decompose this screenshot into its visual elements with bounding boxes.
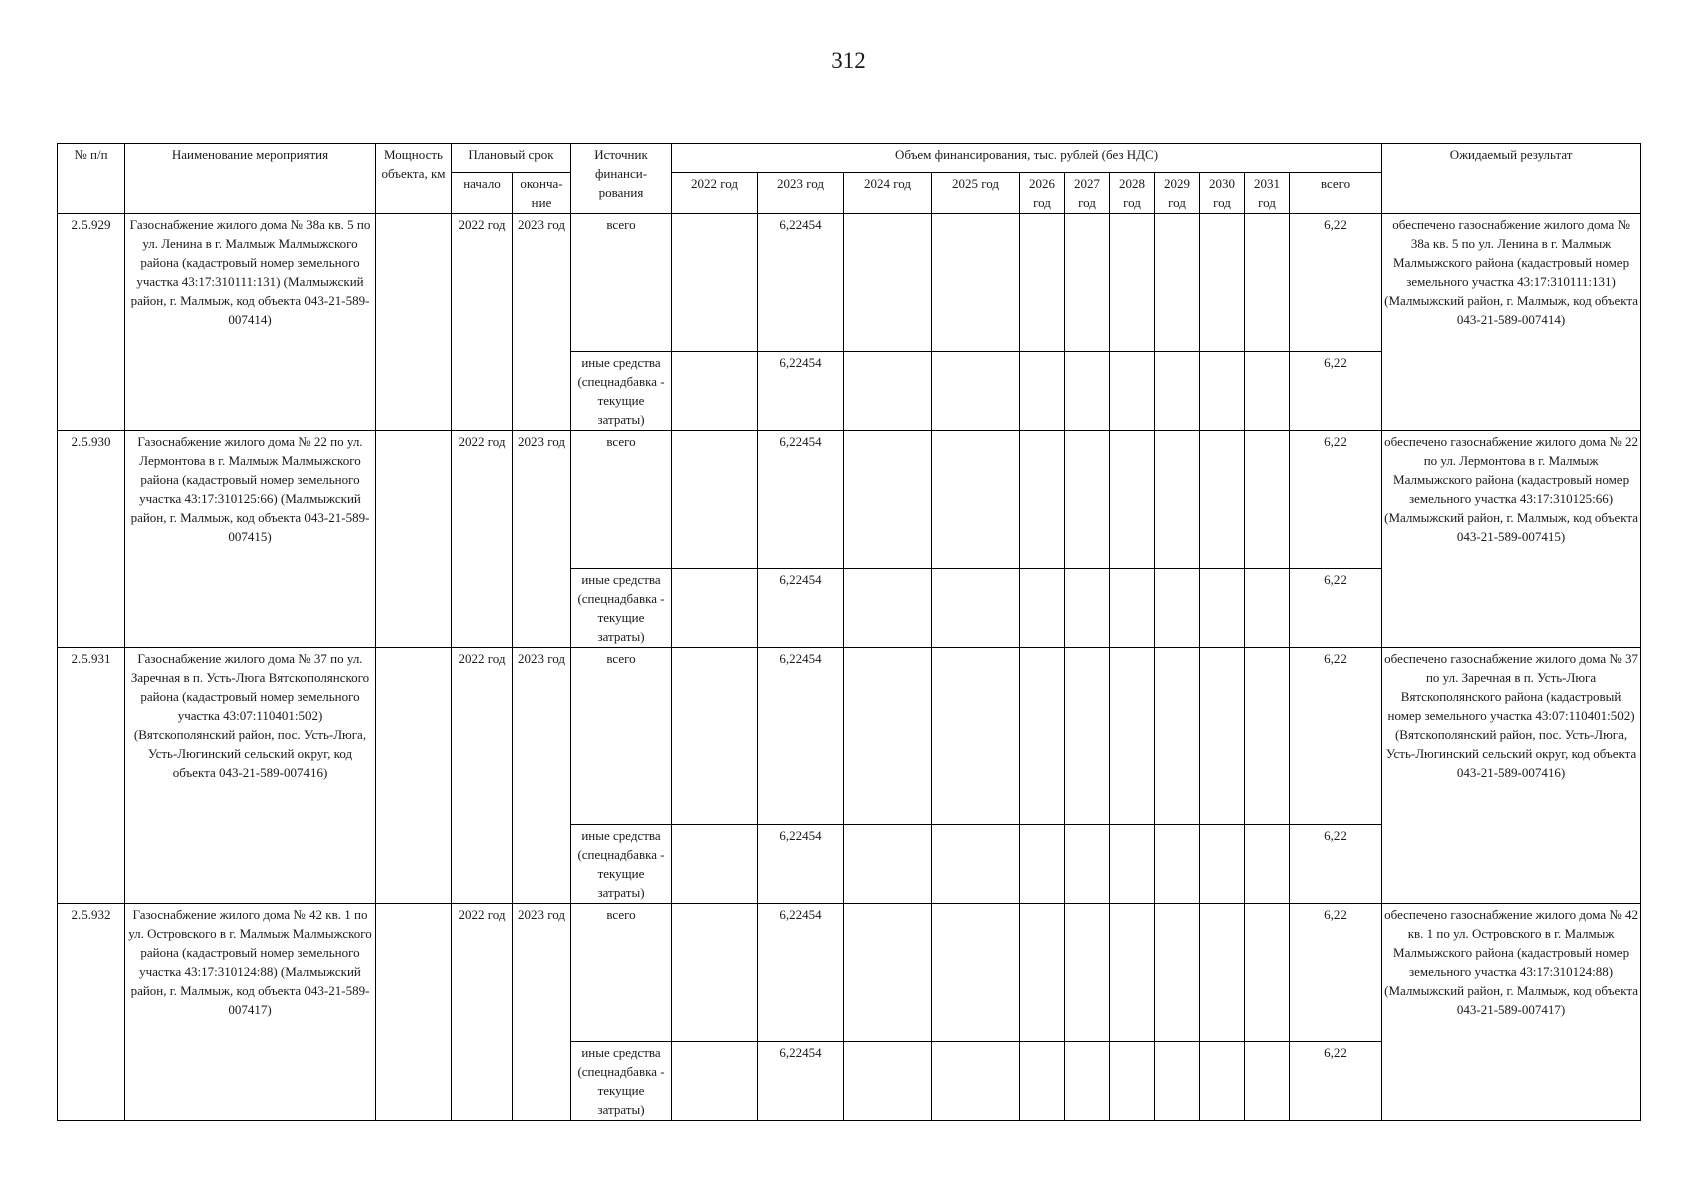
row-num: 2.5.932 bbox=[58, 904, 125, 1121]
header-year: 2024 год bbox=[844, 173, 932, 214]
year-2022-value bbox=[672, 214, 758, 352]
header-volume: Объем финансирования, тыс. рублей (без НДС) bbox=[672, 144, 1382, 173]
header-total: всего bbox=[1290, 173, 1382, 214]
row-start: 2022 год bbox=[452, 431, 513, 648]
row-result: обеспечено газоснабжение жилого дома № 22 по ул. Лермонтова в г. Малмыж Малмыжского района (кадастровый номер земельного участка 43:17:310125:66) (Малмыжский район, г. Малмыж, код объекта 043-21-589-007415) bbox=[1382, 431, 1641, 648]
header-term-start: начало bbox=[452, 173, 513, 214]
row-end: 2023 год bbox=[513, 214, 571, 431]
row-name: Газоснабжение жилого дома № 42 кв. 1 по ул. Островского в г. Малмыж Малмыжского района (кадастровый номер земельного участка 43:17:310124:88) (Малмыжский район, г. Малмыж, код объекта 043-21-589-007417) bbox=[125, 904, 376, 1121]
year-2022-value bbox=[672, 431, 758, 569]
year-2022-value bbox=[672, 1042, 758, 1121]
total-value: 6,22 bbox=[1290, 904, 1382, 1042]
header-num: № п/п bbox=[58, 144, 125, 214]
year-2022-value bbox=[672, 569, 758, 648]
header-year: 2023 год bbox=[758, 173, 844, 214]
total-value: 6,22 bbox=[1290, 352, 1382, 431]
header-year: 2022 год bbox=[672, 173, 758, 214]
source-label: иные средства (спецнадбавка - текущие затраты) bbox=[571, 825, 672, 904]
row-start: 2022 год bbox=[452, 214, 513, 431]
row-end: 2023 год bbox=[513, 648, 571, 904]
year-2023-value: 6,22454 bbox=[758, 1042, 844, 1121]
row-end: 2023 год bbox=[513, 431, 571, 648]
year-2023-value: 6,22454 bbox=[758, 431, 844, 569]
year-2023-value: 6,22454 bbox=[758, 825, 844, 904]
source-label: всего bbox=[571, 904, 672, 1042]
header-year: 2030 год bbox=[1200, 173, 1245, 214]
row-capacity bbox=[376, 431, 452, 648]
header-year: 2026 год bbox=[1020, 173, 1065, 214]
row-num: 2.5.930 bbox=[58, 431, 125, 648]
total-value: 6,22 bbox=[1290, 569, 1382, 648]
header-year: 2029 год bbox=[1155, 173, 1200, 214]
header-name: Наименование мероприятия bbox=[125, 144, 376, 214]
row-num: 2.5.929 bbox=[58, 214, 125, 431]
row-end: 2023 год bbox=[513, 904, 571, 1121]
year-2023-value: 6,22454 bbox=[758, 569, 844, 648]
year-2022-value bbox=[672, 825, 758, 904]
row-capacity bbox=[376, 904, 452, 1121]
row-num: 2.5.931 bbox=[58, 648, 125, 904]
total-value: 6,22 bbox=[1290, 214, 1382, 352]
year-2023-value: 6,22454 bbox=[758, 648, 844, 825]
table-header bbox=[58, 144, 1641, 214]
source-label: всего bbox=[571, 431, 672, 569]
year-2023-value: 6,22454 bbox=[758, 352, 844, 431]
table-row bbox=[58, 431, 1641, 569]
header-year: 2028 год bbox=[1110, 173, 1155, 214]
header-term-end: оконча-ние bbox=[513, 173, 571, 214]
total-value: 6,22 bbox=[1290, 431, 1382, 569]
year-2023-value: 6,22454 bbox=[758, 214, 844, 352]
year-2023-value: 6,22454 bbox=[758, 904, 844, 1042]
header-source: Источник финанси-рования bbox=[571, 144, 672, 214]
source-label: всего bbox=[571, 648, 672, 825]
table-row bbox=[58, 904, 1641, 1042]
header-year: 2031 год bbox=[1245, 173, 1290, 214]
row-start: 2022 год bbox=[452, 904, 513, 1121]
table-row bbox=[58, 214, 1641, 352]
year-2022-value bbox=[672, 648, 758, 825]
row-name: Газоснабжение жилого дома № 38а кв. 5 по ул. Ленина в г. Малмыж Малмыжского района (кадастровый номер земельного участка 43:17:310111:131) (Малмыжский район, г. Малмыж, код объекта 043-21-589-007414) bbox=[125, 214, 376, 431]
year-2022-value bbox=[672, 904, 758, 1042]
year-2022-value bbox=[672, 352, 758, 431]
row-name: Газоснабжение жилого дома № 22 по ул. Лермонтова в г. Малмыж Малмыжского района (кадастровый номер земельного участка 43:17:310125:66) (Малмыжский район, г. Малмыж, код объекта 043-21-589-007415) bbox=[125, 431, 376, 648]
row-capacity bbox=[376, 214, 452, 431]
page-number: 312 bbox=[831, 48, 866, 73]
row-result: обеспечено газоснабжение жилого дома № 42 кв. 1 по ул. Островского в г. Малмыж Малмыжского района (кадастровый номер земельного участка 43:17:310124:88) (Малмыжский район, г. Малмыж, код объекта 043-21-589-007417) bbox=[1382, 904, 1641, 1121]
row-result: обеспечено газоснабжение жилого дома № 38а кв. 5 по ул. Ленина в г. Малмыж Малмыжского района (кадастровый номер земельного участка 43:17:310111:131) (Малмыжский район, г. Малмыж, код объекта 043-21-589-007414) bbox=[1382, 214, 1641, 431]
total-value: 6,22 bbox=[1290, 1042, 1382, 1121]
source-label: иные средства (спецнадбавка - текущие затраты) bbox=[571, 1042, 672, 1121]
header-year: 2025 год bbox=[932, 173, 1020, 214]
row-result: обеспечено газоснабжение жилого дома № 37 по ул. Заречная в п. Усть-Люга Вятскополянского района (кадастровый номер земельного участка 43:07:110401:502) (Вятскополянский район, пос. Усть-Люга, Усть-Люгинский сельский округ, код объекта 043-21-589-007416) bbox=[1382, 648, 1641, 904]
row-name: Газоснабжение жилого дома № 37 по ул. Заречная в п. Усть-Люга Вятскополянского района (кадастровый номер земельного участка 43:07:110401:502) (Вятскополянский район, пос. Усть-Люга, Усть-Люгинский сельский округ, код объекта 043-21-589-007416) bbox=[125, 648, 376, 904]
row-capacity bbox=[376, 648, 452, 904]
source-label: иные средства (спецнадбавка - текущие затраты) bbox=[571, 352, 672, 431]
header-result: Ожидаемый результат bbox=[1382, 144, 1641, 214]
header-capacity: Мощность объекта, км bbox=[376, 144, 452, 214]
source-label: иные средства (спецнадбавка - текущие затраты) bbox=[571, 569, 672, 648]
header-year: 2027 год bbox=[1065, 173, 1110, 214]
header-term: Плановый срок bbox=[452, 144, 571, 173]
source-label: всего bbox=[571, 214, 672, 352]
total-value: 6,22 bbox=[1290, 825, 1382, 904]
row-start: 2022 год bbox=[452, 648, 513, 904]
financing-table bbox=[57, 143, 1641, 1121]
total-value: 6,22 bbox=[1290, 648, 1382, 825]
table-body bbox=[58, 214, 1641, 1121]
table-row bbox=[58, 648, 1641, 825]
